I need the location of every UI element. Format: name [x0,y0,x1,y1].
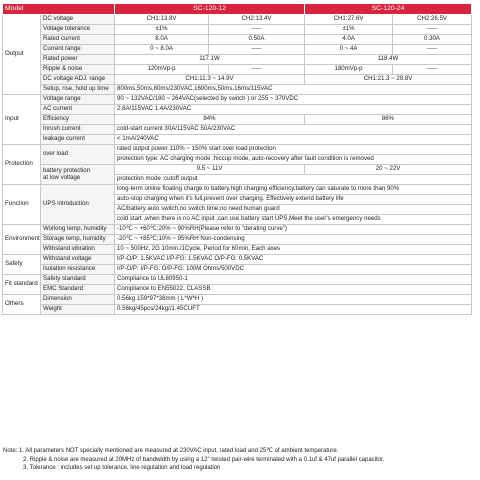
cell: ----- [209,65,305,75]
table-row [3,145,472,155]
cell: AC/battery auto switch,no switch time,no need human guard [115,205,472,215]
cell: -10℃ ~ +60℃;20% ~ 90%RH(Please refer to "derating curve") [115,225,472,235]
table-row [3,25,472,35]
cell: protection type: AC charging mode :hiccup mode, auto-recovery after fault condition is removed [115,155,472,165]
cell: auto-stop charging when it's full,prevent over charging. Effectively extend battery life [115,195,472,205]
cell: 0 ~ 8.0A [115,45,209,55]
group-others: Others [3,295,41,315]
group-safety: Safety [3,255,41,275]
cell: 86% [305,115,472,125]
table-row [3,95,472,105]
cell: ----- [393,45,472,55]
row-label: Rated current [41,35,115,45]
cell: 90 ~ 132VAC/180 ~ 264VAC(selected by switch ) or 255 ~ 370VDC [115,95,472,105]
cell: 117.1W [115,55,305,65]
table-row [3,275,472,285]
cell: -20℃ ~ +85℃;10% ~ 95%RH Non-condensing [115,235,472,245]
row-label: AC current [41,105,115,115]
table-row [3,115,472,125]
row-label: EMC Standard [41,285,115,295]
row-label: Voltage range [41,95,115,105]
table-row [3,305,472,315]
cell: 8.0A [115,35,209,45]
spec-table [2,3,472,315]
table-row [3,235,472,245]
cell: 4.0A [305,35,393,45]
cell: 0.56kg/45pcs/24kg//1.45CUFT [115,305,472,315]
cell: 118.4W [305,55,472,65]
cell: ----- [209,45,305,55]
cell: 0.30A [393,35,472,45]
row-label: leakage current [41,135,115,145]
table-row [3,125,472,135]
row-label: over load [41,145,115,165]
table-row [3,55,472,65]
table-row [3,295,472,305]
cell: CH1:11.3 ~ 14.9V [115,75,305,85]
row-label: Setup, rise, hold up time [41,85,115,95]
table-row [3,35,472,45]
cell: I/P-O/P: I/P-FG: O/P-FG: 100M Ohms/500VDC [115,265,472,275]
row-label: Dimension [41,295,115,305]
group-output: Output [3,15,41,95]
model-12: SC-120-12 [115,4,305,15]
group-fit-standard: Fit standard [3,275,41,295]
cell: < 1mA/240VAC [115,135,472,145]
row-label: Weight [41,305,115,315]
model-24: SC-120-24 [305,4,472,15]
row-label: Rated power [41,55,115,65]
row-label: Storage temp, humidity [41,235,115,245]
cell: cold-start current 30A/115VAC 50A/230VAC [115,125,472,135]
cell: CH1:13.8V [115,15,209,25]
cell: rated output power 110% ~ 150% start over load protection [115,145,472,155]
row-label: Working temp, humidity [41,225,115,235]
label-line: at low voltage [43,173,81,181]
cell: 180mVp-p [305,65,393,75]
row-label: Efficiency [41,115,115,125]
model-label: Model [3,4,115,15]
cell: protection mode :cutoff output [115,175,472,185]
row-label: Withstand voltage [41,255,115,265]
table-row [3,65,472,75]
cell: cold start ,when there is no AC input ,can use battery start UPS,Meet the user's emergency needs [115,215,472,225]
table-row [3,135,472,145]
table-row [3,45,472,55]
group-function: Function [3,185,41,225]
cell: I/P-O/P: 1.5KVAC I/P-FG: 1.5KVAC O/P-FG: 0.5KVAC [115,255,472,265]
row-label: Isolation resistance [41,265,115,275]
cell: 0.50A [209,35,305,45]
row-label: Safety standard [41,275,115,285]
table-row [3,85,472,95]
row-label: Inrush current [41,125,115,135]
note-1: Note: 1. All parameters NOT specially mentioned are measured at 230VAC input, rated load and 25℃ of ambient temperature. [3,448,339,454]
table-row [3,285,472,295]
cell: CH1:21.3 ~ 29.8V [305,75,472,85]
note-2: 2. Ripple & noise are measured at 20MHz of bandwidth by using a 12" twisted pair-wire terminated with a 0.1uf & 47uf parallel capacitor. [23,456,385,463]
cell: ----- [393,25,472,35]
cell: 0.56kg 159*97*38mm ( L*W*H ) [115,295,472,305]
row-label: UPS introduction [41,185,115,225]
table-row [3,245,472,255]
table-row [3,255,472,265]
cell: ±1% [305,25,393,35]
row-label: Current range [41,45,115,55]
table-row [3,75,472,85]
note-3: 3. Tolerance : includes set up tolerance, line regulation and load regulation [23,465,221,472]
cell: ----- [393,65,472,75]
table-row [3,265,472,275]
table-row [3,225,472,235]
cell: 10 ~ 500Hz, 2G 10min./1Cycle, Period for 60min, Each axes [115,245,472,255]
cell: ----- [209,25,305,35]
group-input: Input [3,95,41,145]
row-label: Withstand vibration [41,245,115,255]
header-row [3,4,472,15]
cell: 120mVp-p [115,65,209,75]
cell: 800ms,50ms,80ms/230VAC,1600ms,50ms,16ms/115VAC [115,85,472,95]
row-label: Ripple & noise [41,65,115,75]
cell: 20 ~ 22V [305,165,472,175]
row-label: DC voltage [41,15,115,25]
row-label: Voltage tolerance [41,25,115,35]
cell: 9.5 ~ 11V [115,165,305,175]
table-row [3,165,472,175]
table-row [3,185,472,195]
label-line: battery protection [43,166,91,174]
cell: 2.8A/115VAC 1.4A/230VAC [115,105,472,115]
cell: CH2:13.4V [209,15,305,25]
cell: CH2:26.5V [393,15,472,25]
row-label [41,165,115,185]
cell: Compliance to UL80950-1 [115,275,472,285]
cell: ±1% [115,25,209,35]
table-row [3,105,472,115]
row-label: DC voltage ADJ. range [41,75,115,85]
cell: CH1:27.6V [305,15,393,25]
cell: 84% [115,115,305,125]
notes [3,447,478,473]
cell: 0 ~ 4A [305,45,393,55]
group-environment: Environment [3,225,41,255]
cell: Compliance to EN55022, CLASSB [115,285,472,295]
table-row [3,15,472,25]
group-protection: Protection [3,145,41,185]
cell: long-term online floating charge to battery,high charging efficiency,battery can saturate to more than 90% [115,185,472,195]
